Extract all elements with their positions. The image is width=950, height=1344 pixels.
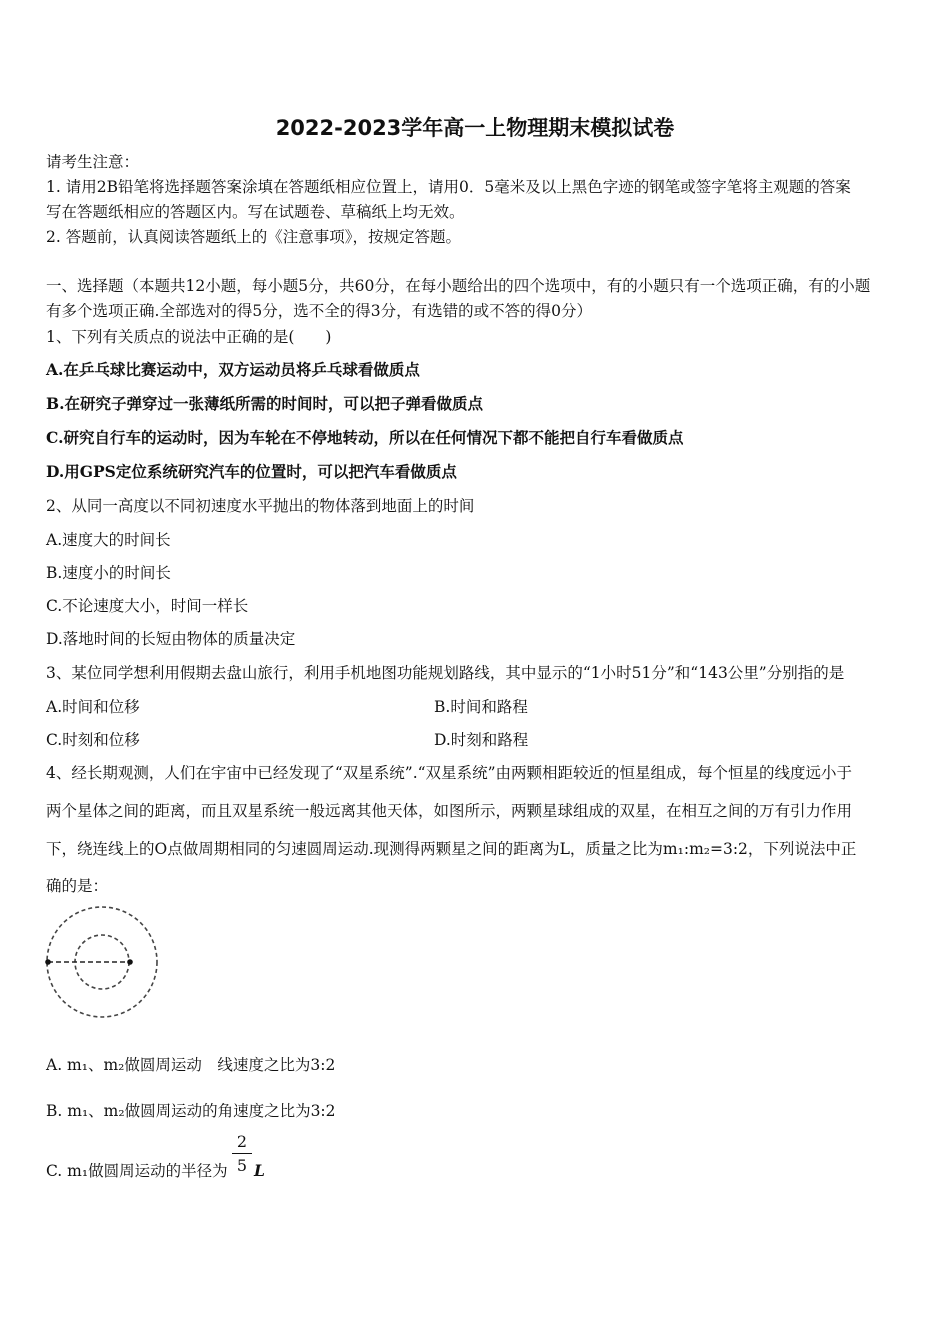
q2-option-c: C.不论速度大小，时间一样长 bbox=[46, 597, 249, 615]
q4-option-c bbox=[46, 1159, 228, 1183]
q1-option-a: A.在乒乓球比赛运动中，双方运动员将乒乓球看做质点 bbox=[46, 360, 420, 379]
q4-option-c-text: C. m₁做圆周运动的半径为 bbox=[46, 1162, 228, 1180]
star-m2 bbox=[127, 959, 133, 965]
q4-stem-line-3: 下，绕连线上的O点做周期相同的匀速圆周运动.现测得两颗星之间的距离为L，质量之比为m₁:m₂=3:2，下列说法中正 bbox=[46, 840, 857, 858]
fraction-numerator: 2 bbox=[232, 1132, 252, 1154]
notice-item-1: 1. 请用2B铅笔将选择题答案涂填在答题纸相应位置上，请用0．5毫米及以上黑色字迹的钢笔或签字笔将主观题的答案 bbox=[46, 178, 851, 196]
q1-option-c: C.研究自行车的运动时，因为车轮在不停地转动，所以在任何情况下都不能把自行车看做质点 bbox=[46, 428, 684, 447]
q2-option-a: A.速度大的时间长 bbox=[46, 531, 171, 549]
q4-stem-line-1: 4、经长期观测，人们在宇宙中已经发现了“双星系统”.“双星系统”由两颗相距较近的恒星组成，每个恒星的线度远小于 bbox=[46, 764, 852, 782]
q1-option-d: D.用GPS定位系统研究汽车的位置时，可以把汽车看做质点 bbox=[46, 462, 457, 481]
q4-option-c-unit: L bbox=[254, 1161, 265, 1180]
q2-option-b: B.速度小的时间长 bbox=[46, 564, 171, 582]
fraction bbox=[232, 1132, 252, 1175]
q3-stem: 3、某位同学想利用假期去盘山旅行，利用手机地图功能规划路线，其中显示的“1小时51分”和“143公里”分别指的是 bbox=[46, 664, 845, 682]
q1-option-b: B.在研究子弹穿过一张薄纸所需的时间时，可以把子弹看做质点 bbox=[46, 394, 483, 413]
q1-stem: 1、下列有关质点的说法中正确的是( ) bbox=[46, 328, 332, 346]
q3-option-a: A.时间和位移 bbox=[46, 698, 140, 716]
q3-option-d: D.时刻和路程 bbox=[434, 731, 529, 749]
q4-option-b: B. m₁、m₂做圆周运动的角速度之比为3:2 bbox=[46, 1102, 336, 1120]
notice-item-1-cont: 写在答题纸相应的答题区内。写在试题卷、草稿纸上均无效。 bbox=[46, 203, 465, 221]
q4-option-a: A. m₁、m₂做圆周运动 线速度之比为3:2 bbox=[46, 1056, 336, 1074]
fraction-denominator: 5 bbox=[236, 1156, 248, 1175]
q4-stem-line-2: 两个星体之间的距离，而且双星系统一般远离其他天体，如图所示，两颗星球组成的双星，在相互之间的万有引力作用 bbox=[46, 802, 853, 820]
outer-orbit bbox=[47, 907, 157, 1017]
q2-stem: 2、从同一高度以不同初速度水平抛出的物体落到地面上的时间 bbox=[46, 497, 475, 515]
q3-option-b: B.时间和路程 bbox=[434, 698, 528, 716]
q3-option-c: C.时刻和位移 bbox=[46, 731, 140, 749]
star-m1 bbox=[45, 959, 51, 965]
q4-stem-line-4: 确的是： bbox=[46, 877, 109, 895]
q2-option-d: D.落地时间的长短由物体的质量决定 bbox=[46, 630, 296, 648]
section-instructions-cont: 有多个选项正确.全部选对的得5分，选不全的得3分，有选错的或不答的得0分） bbox=[46, 302, 593, 320]
notice-item-2: 2. 答题前，认真阅读答题纸上的《注意事项》，按规定答题。 bbox=[46, 228, 461, 246]
section-instructions: 一、选择题（本题共12小题，每小题5分，共60分，在每小题给出的四个选项中，有的小题只有一个选项正确，有的小题 bbox=[46, 277, 871, 295]
page-title: 2022-2023学年高一上物理期末模拟试卷 bbox=[275, 116, 675, 140]
binary-star-figure bbox=[40, 900, 164, 1024]
notice-heading: 请考生注意： bbox=[46, 153, 140, 171]
